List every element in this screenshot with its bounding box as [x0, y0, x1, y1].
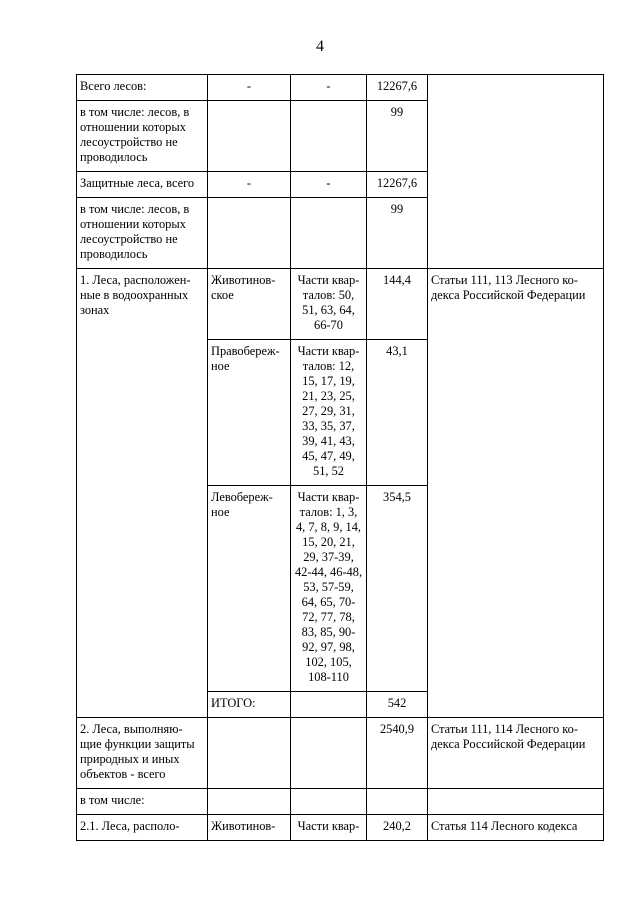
quarters-cell: - [291, 75, 367, 101]
forestry-cell: Правобереж-ное [208, 340, 291, 486]
forestry-cell: - [208, 172, 291, 198]
basis-cell [428, 75, 604, 269]
forestry-cell: Животинов- [208, 815, 291, 841]
area-cell: 240,2 [367, 815, 428, 841]
quarters-cell: - [291, 172, 367, 198]
area-cell: 12267,6 [367, 75, 428, 101]
row-label: 2. Леса, выполняю-щие функции защиты природных и иных объектов - всего [77, 718, 208, 789]
quarters-cell: Части квар-талов: 12, 15, 17, 19, 21, 23, 25, 27, 29, 31, 33, 35, 37, 39, 41, 43, 45, 47, 49, 51, 52 [291, 340, 367, 486]
row-label: Защитные леса, всего [77, 172, 208, 198]
basis-cell: Статьи 111, 114 Лесного ко-декса Российской Федерации [428, 718, 604, 789]
quarters-cell [291, 198, 367, 269]
area-cell [367, 789, 428, 815]
basis-cell: Статьи 111, 113 Лесного ко-декса Российской Федерации [428, 269, 604, 718]
row-label: в том числе: [77, 789, 208, 815]
row-label: в том числе: лесов, в отношении которых лесоустройство не проводилось [77, 198, 208, 269]
forestry-cell: - [208, 75, 291, 101]
quarters-cell [291, 789, 367, 815]
row-label: 1. Леса, расположен-ные в водоохранных зонах [77, 269, 208, 718]
quarters-cell [291, 718, 367, 789]
area-cell: 99 [367, 198, 428, 269]
forest-table [76, 74, 604, 841]
quarters-cell: Части квар-талов: 50, 51, 63, 64, 66-70 [291, 269, 367, 340]
forestry-cell: Животинов-ское [208, 269, 291, 340]
quarters-cell [291, 692, 367, 718]
area-cell: 43,1 [367, 340, 428, 486]
area-cell: 99 [367, 101, 428, 172]
table-row [77, 815, 604, 841]
table-row [77, 75, 604, 101]
area-cell: 12267,6 [367, 172, 428, 198]
forestry-cell: ИТОГО: [208, 692, 291, 718]
table-row [77, 269, 604, 340]
area-cell: 2540,9 [367, 718, 428, 789]
forestry-cell: Левобереж-ное [208, 486, 291, 692]
forestry-cell [208, 718, 291, 789]
quarters-cell [291, 101, 367, 172]
basis-cell [428, 789, 604, 815]
row-label: в том числе: лесов, в отношении которых лесоустройство не проводилось [77, 101, 208, 172]
basis-cell: Статья 114 Лесного кодекса [428, 815, 604, 841]
forestry-cell [208, 198, 291, 269]
quarters-cell: Части квар- [291, 815, 367, 841]
forestry-cell [208, 101, 291, 172]
page-number: 4 [316, 38, 324, 55]
area-cell: 542 [367, 692, 428, 718]
forestry-cell [208, 789, 291, 815]
table-row [77, 718, 604, 789]
row-label: Всего лесов: [77, 75, 208, 101]
table-row [77, 789, 604, 815]
area-cell: 354,5 [367, 486, 428, 692]
row-label: 2.1. Леса, располо- [77, 815, 208, 841]
quarters-cell: Части квар-талов: 1, 3, 4, 7, 8, 9, 14, 15, 20, 21, 29, 37-39, 42-44, 46-48, 53, 57-59, 64, 65, 70-72, 77, 78, 83, 85, 90-92, 97, 98, 102, 105, 108-110 [291, 486, 367, 692]
area-cell: 144,4 [367, 269, 428, 340]
